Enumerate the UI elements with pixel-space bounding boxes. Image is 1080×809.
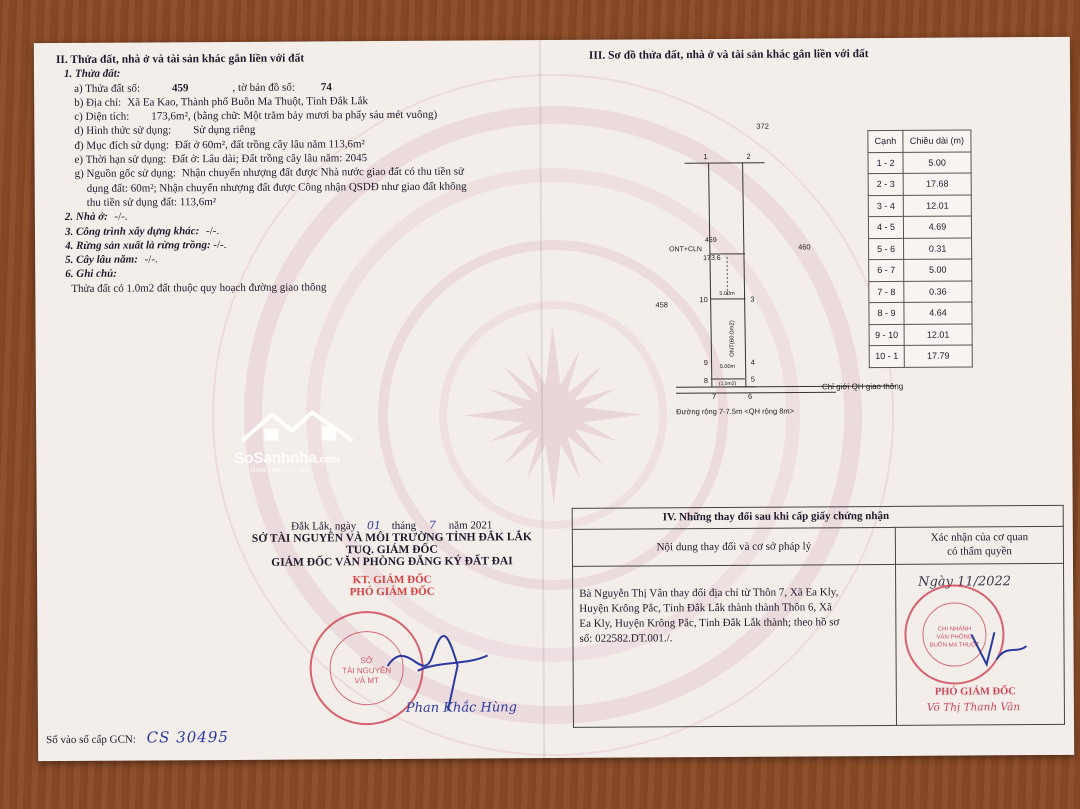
signature-block (237, 518, 547, 599)
date-year: năm 2021 (448, 519, 493, 532)
right-page (549, 47, 1061, 62)
land-number-value: 459 (171, 81, 189, 94)
origin-label: g) Nguồn gốc sử dụng: (74, 167, 176, 181)
edge-cell: 5 - 6 (869, 238, 904, 260)
length-cell: 12.01 (903, 194, 971, 216)
watermark-brand-suffix: .com (316, 454, 341, 466)
section-ii-title: II. Thửa đất, nhà ở và tài sản khác gắn liền với đất (55, 52, 305, 67)
edge-cell: 3 - 4 (868, 195, 903, 217)
land-number-label: a) Thửa đất số: (74, 82, 141, 95)
parcel-458: 458 (655, 300, 668, 310)
plot-number: 459 (705, 237, 717, 245)
usage-form-value: Sử dụng riêng (193, 124, 256, 137)
usage-term-value: Đất ở: Lâu dài; Đất trồng cây lâu năm: 2045 (172, 152, 368, 166)
changes-content-line-4: số: 022582.DT.001./. (579, 632, 673, 645)
map-sheet-value: 74 (320, 80, 332, 94)
boundary-note: Chỉ giới QH giao thông (821, 381, 904, 392)
road-note: Đường rộng 7-7.5m <QH rộng 8m> (676, 406, 795, 417)
table-row (868, 173, 971, 195)
notes-label: 6. Ghi chú: (65, 268, 117, 281)
svg-text:BUÔN MA THUỘT: BUÔN MA THUỘT (929, 642, 980, 649)
svg-text:TÀI NGUYÊN: TÀI NGUYÊN (342, 666, 392, 676)
table-row (868, 151, 971, 173)
changes-title-row (572, 505, 1063, 529)
registry-value: CS 30495 (146, 727, 229, 747)
house-logo-icon (234, 406, 374, 447)
point-9: 9 (703, 358, 708, 368)
table-row (869, 302, 972, 324)
confirm-date: Ngày 11/2022 (918, 574, 1012, 590)
map-sheet-label: , tờ bản đồ số: (232, 81, 295, 94)
table-row (869, 345, 972, 367)
length-cell: 17.79 (904, 345, 972, 367)
edges-header-edge: Cạnh (868, 130, 903, 152)
usage-purpose-label: đ) Mục đích sử dụng: (74, 139, 170, 152)
date-day: 01 (366, 519, 382, 533)
origin-value-1: Nhận chuyển nhượng đất được Nhà nước giao đất có thu tiền sử (181, 165, 464, 180)
edges-table (867, 129, 972, 367)
edge-cell: 4 - 5 (868, 216, 903, 238)
origin-value-2: dụng đất: 60m²; Nhận chuyển nhượng đất được Công nhận QSDĐ như giao đất không (86, 180, 467, 195)
edge-cell: 9 - 10 (869, 324, 904, 346)
edge-cell: 10 - 1 (869, 345, 904, 367)
forest-label: 4. Rừng sản xuất là rừng trồng: (65, 238, 211, 252)
edge-cell: 8 - 9 (869, 302, 904, 324)
plot-area: 173.6 (703, 254, 721, 263)
length-cell: 0.36 (904, 280, 972, 302)
ont-area: ONT(60.0m2) (729, 320, 736, 357)
org-line-2: TUQ. GIÁM ĐỐC (346, 543, 438, 557)
area-label: c) Diện tích: (74, 110, 130, 124)
construction-value: -/-. (206, 224, 220, 237)
usage-term-label: e) Thời hạn sử dụng: (74, 153, 167, 167)
watermark-brand (234, 449, 384, 467)
length-cell: 5.00 (904, 259, 972, 281)
table-row (868, 194, 971, 216)
point-3: 3 (750, 294, 755, 304)
width-label-top: 5.00m (719, 290, 735, 297)
svg-text:CHI NHÁNH: CHI NHÁNH (937, 626, 972, 633)
changes-content-line-2: Huyện Krông Pắc, Tỉnh Đắk Lắk thành thành Thôn 6, Xã (579, 601, 832, 615)
svg-text:VĂN PHÒNG: VĂN PHÒNG (936, 634, 973, 641)
signer-name-left: Phan Khắc Hùng (405, 700, 517, 716)
length-cell: 0.31 (904, 237, 972, 259)
forest-value: -/-. (213, 238, 227, 251)
table-row (868, 216, 971, 238)
changes-col-confirm-2: có thẩm quyền (947, 545, 1012, 558)
date-month-label: tháng (391, 519, 417, 532)
changes-col-confirm (895, 526, 1063, 564)
length-cell: 4.69 (903, 216, 971, 238)
length-cell: 5.00 (903, 151, 971, 173)
changes-title: IV. Những thay đổi sau khi cấp giấy chứng nhận (572, 505, 1063, 529)
point-1: 1 (703, 152, 708, 162)
registry-label: Số vào sổ cấp GCN: (46, 733, 136, 747)
changes-content-line-1: Bà Nguyễn Thị Vân thay đổi địa chỉ từ Thôn 7, Xã Ea Kly, (579, 586, 839, 600)
point-4: 4 (750, 357, 755, 367)
length-cell: 4.64 (904, 302, 972, 324)
table-row (869, 237, 972, 259)
org-line-1: SỞ TÀI NGUYÊN VÀ MÔI TRƯỜNG TỈNH ĐẮK LẮK (251, 531, 532, 545)
edges-header-row (868, 130, 971, 152)
construction-label: 3. Công trình xây dựng khác: (64, 224, 200, 238)
edges-header-length: Chiều dài (m) (903, 130, 971, 152)
confirm-title: PHÓ GIÁM ĐỐC (934, 686, 1016, 698)
left-page (56, 50, 532, 296)
section-iii-title: III. Sơ đồ thửa đất, nhà ở và tài sản khác gắn liền với đất (588, 48, 869, 62)
length-cell: 17.68 (903, 173, 971, 195)
table-row (869, 323, 972, 345)
org-line-5: PHÓ GIÁM ĐỐC (349, 585, 435, 599)
org-line-3: GIÁM ĐỐC VĂN PHÒNG ĐĂNG KÝ ĐẤT ĐAI (271, 555, 513, 569)
org-line-4: KT. GIÁM ĐỐC (352, 573, 432, 587)
point-5: 5 (750, 374, 756, 384)
changes-confirm-cell (896, 563, 1065, 725)
watermark-brand-name: SoSanhnha (234, 449, 317, 467)
svg-text:SỞ: SỞ (360, 656, 373, 666)
perennial-label: 5. Cây lâu năm: (65, 253, 138, 267)
edge-cell: 2 - 3 (868, 173, 903, 195)
table-row (869, 280, 972, 302)
house-value: -/-. (114, 210, 128, 223)
date-month: 7 (428, 518, 436, 532)
point-8: 8 (703, 376, 709, 386)
area-value: 173,6m², (bằng chữ: Một trăm bảy mươi ba phẩy sáu mét vuông) (151, 108, 438, 123)
address-value: Xã Ea Kao, Thành phố Buôn Ma Thuột, Tỉnh Đắk Lắk (127, 95, 369, 109)
changes-entry-row (573, 563, 1065, 727)
table-row (869, 259, 972, 281)
date-prefix: Đắk Lắk, ngày (291, 520, 357, 533)
point-7: 7 (711, 392, 717, 402)
notes-value: Thửa đất có 1.0m2 đất thuộc quy hoạch đường giao thông (71, 281, 327, 295)
plot-type: ONT+CLN (669, 246, 702, 254)
land-heading: 1. Thửa đất: (63, 67, 121, 81)
address-label: b) Địa chỉ: (74, 96, 122, 109)
perennial-value: -/-. (144, 253, 158, 266)
certificate-sheet (34, 37, 1074, 761)
edge-cell: 1 - 2 (868, 152, 903, 174)
confirm-signer: Võ Thị Thanh Vân (926, 701, 1021, 714)
parcel-372: 372 (756, 121, 769, 131)
changes-table (572, 505, 1065, 728)
usage-form-label: d) Hình thức sử dụng: (74, 124, 172, 138)
watermark-tagline: Great choice for you (250, 466, 309, 474)
registry-row (46, 728, 229, 747)
length-cell: 12.01 (904, 323, 972, 345)
point-6: 6 (747, 391, 753, 401)
parcel-460: 460 (798, 242, 811, 252)
road-strip: (1.0m2) (718, 380, 737, 387)
point-10: 10 (699, 295, 708, 305)
watermark (234, 406, 384, 474)
changes-col-confirm-1: Xác nhận của cơ quan (930, 531, 1029, 544)
changes-content-cell (573, 564, 897, 727)
usage-purpose-value: Đất ở 60m², đất trồng cây lâu năm 113,6m² (174, 137, 365, 152)
signature-right (966, 624, 1036, 684)
changes-content-line-3: Ea Kly, Huyện Krông Pắc, Tỉnh Đắk Lắk thành; theo hồ sơ (579, 616, 840, 630)
changes-col-content: Nội dung thay đổi và cơ sở pháp lý (572, 527, 895, 566)
edge-cell: 7 - 8 (869, 281, 904, 303)
house-label: 2. Nhà ở: (64, 210, 108, 224)
svg-text:VÀ MT: VÀ MT (354, 676, 379, 686)
point-2: 2 (746, 151, 751, 161)
origin-value-3: thu tiền sử dụng đất: 113,6m² (86, 196, 217, 209)
changes-header-row (572, 526, 1063, 566)
edge-cell: 6 - 7 (869, 259, 904, 281)
width-label-bottom: 5.00m (719, 363, 736, 370)
